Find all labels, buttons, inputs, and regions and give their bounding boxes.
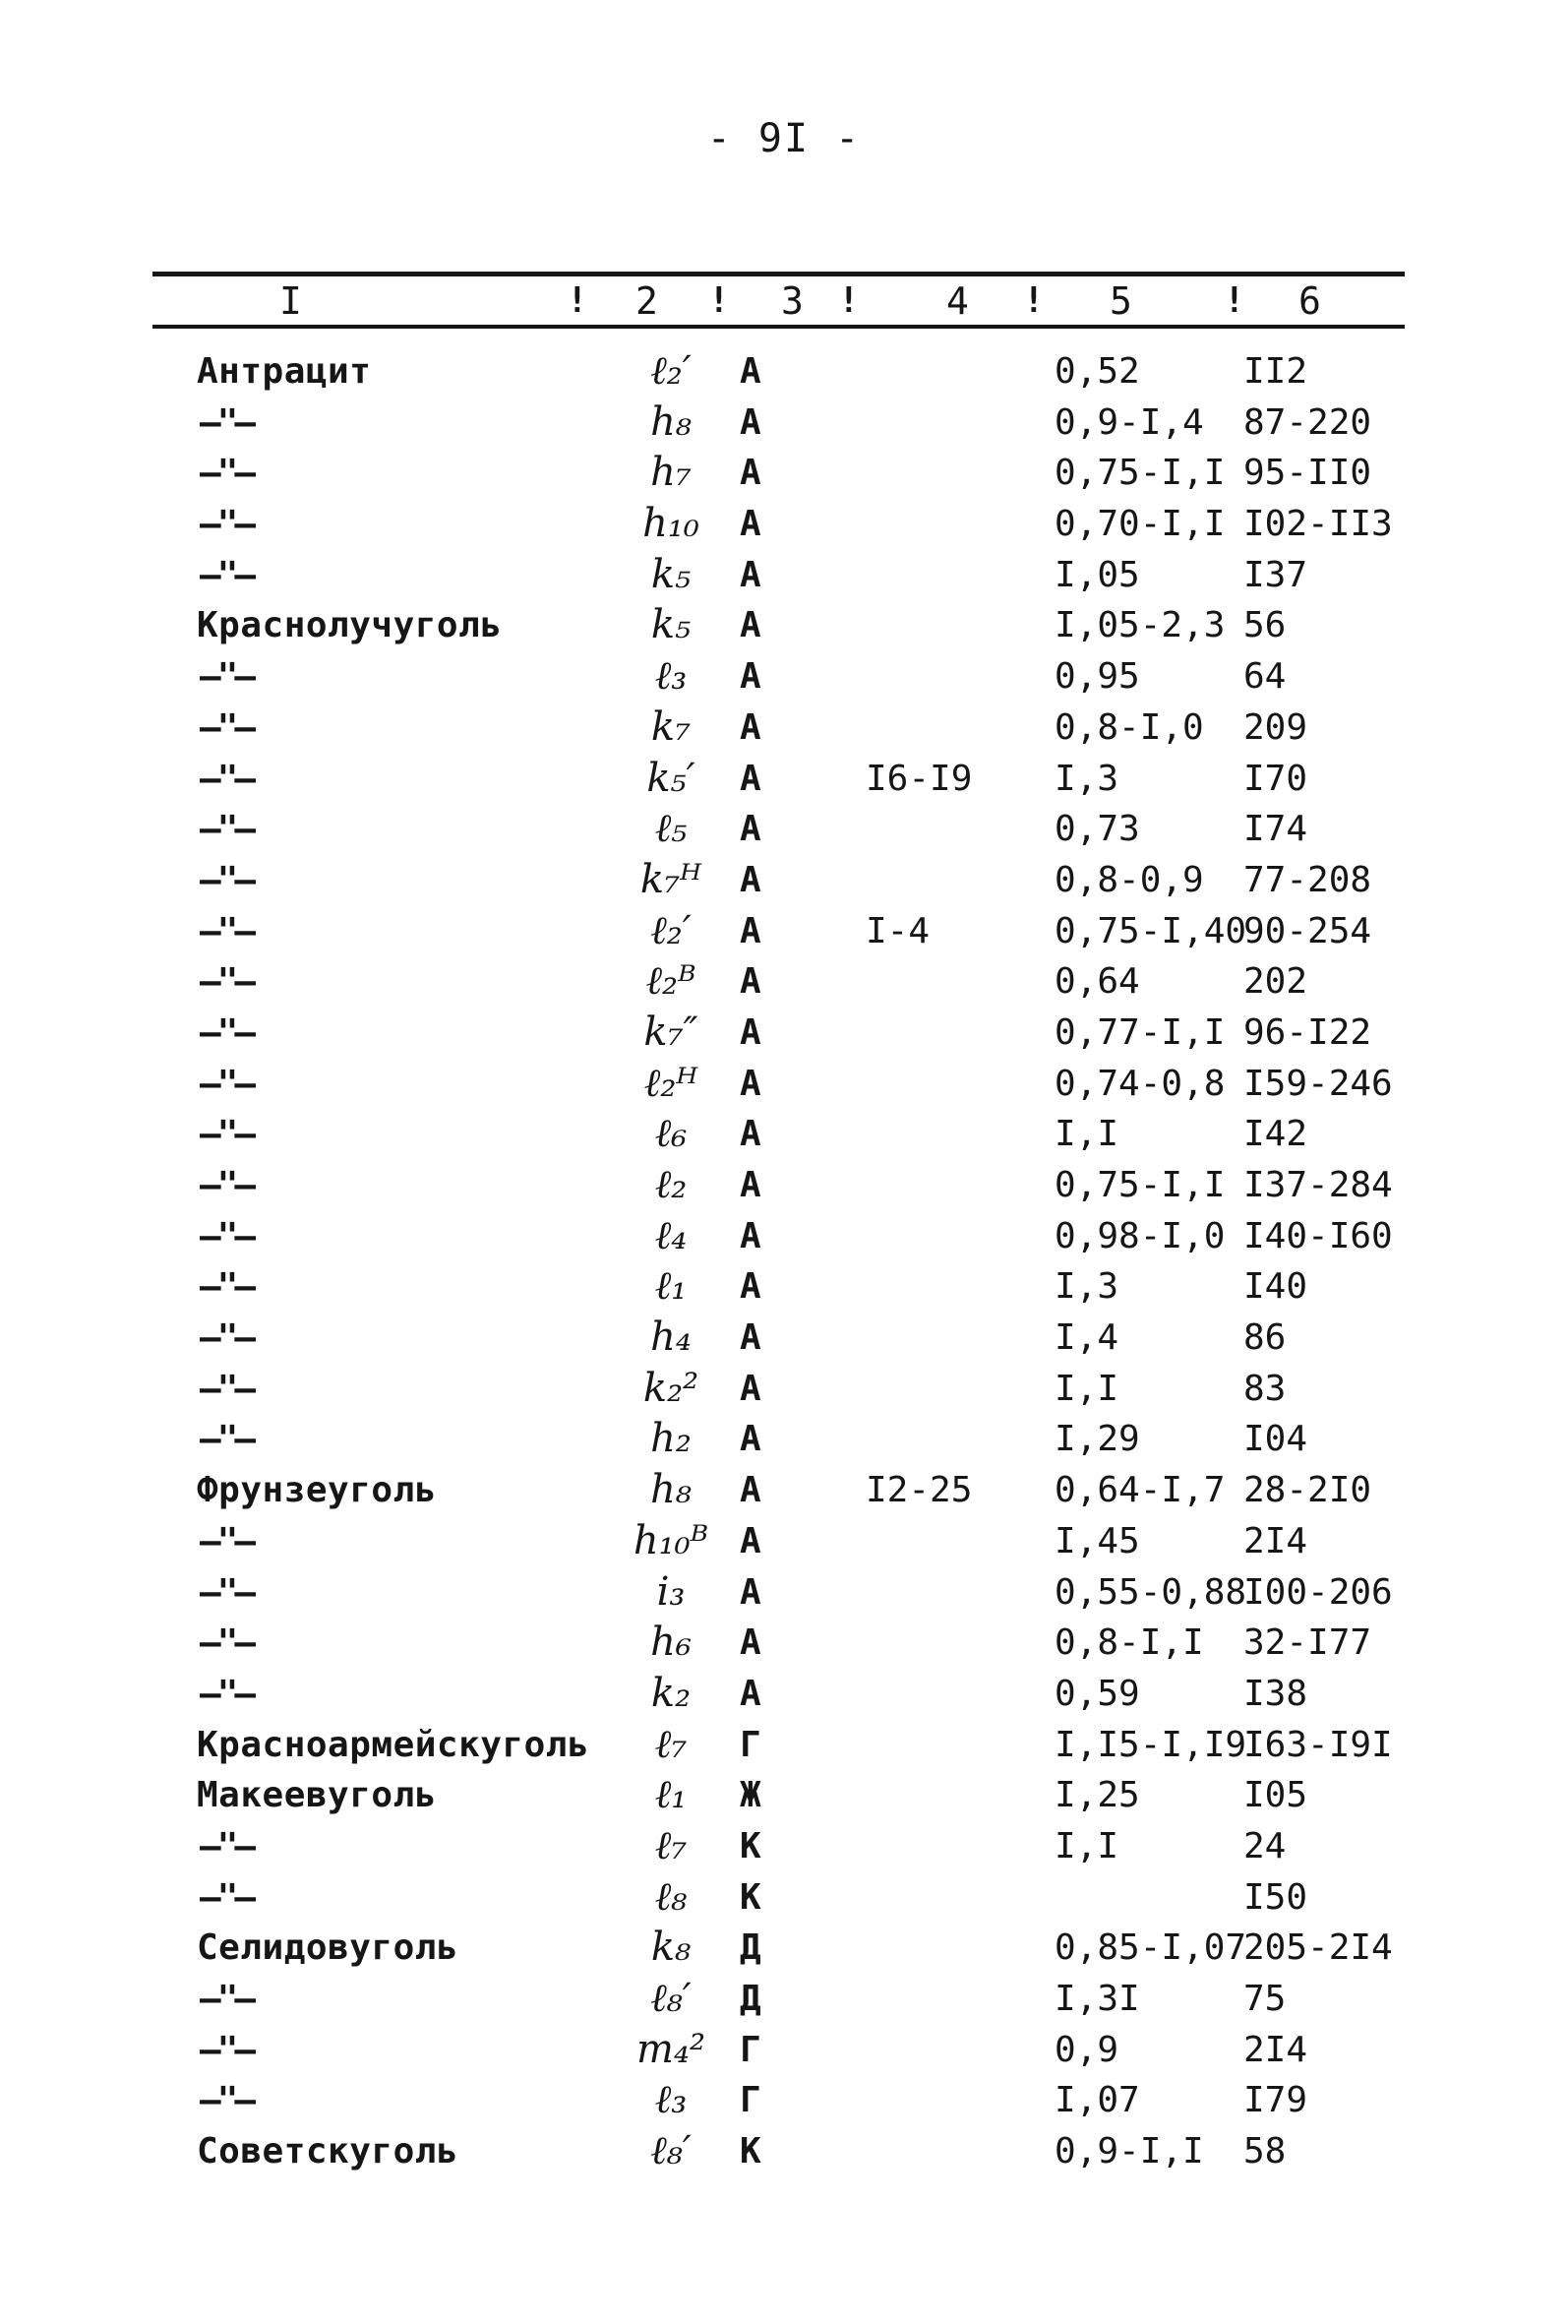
seam-index-cell: h₆ xyxy=(650,1620,692,1666)
coal-grade-cell: Г xyxy=(740,1724,761,1765)
seam-index-cell: ℓ₂ᴴ xyxy=(643,1060,698,1106)
seam-index-cell: k₇ᴴ xyxy=(639,856,702,902)
mine-name-cell: –"– xyxy=(200,1317,253,1359)
mine-name-cell: –"– xyxy=(200,1063,253,1104)
coal-grade-cell: А xyxy=(740,758,761,799)
reference-range-cell: 202 xyxy=(1243,961,1308,1003)
table-row xyxy=(0,956,1568,1008)
depth-range-cell: I-4 xyxy=(866,910,931,951)
coal-grade-cell: А xyxy=(740,1165,761,1205)
coal-grade-cell: А xyxy=(740,910,761,951)
coal-grade-cell: А xyxy=(740,1114,761,1155)
mine-name-cell: –"– xyxy=(200,453,253,494)
mine-name-cell: –"– xyxy=(200,656,253,698)
mine-name-cell: –"– xyxy=(200,1368,253,1409)
value-range-cell: 0,75-I,I xyxy=(1055,1165,1226,1205)
value-range-cell: 0,8-I,0 xyxy=(1055,706,1204,748)
value-range-cell: 0,8-0,9 xyxy=(1055,859,1204,900)
seam-index-cell: ℓ₇ xyxy=(654,1822,688,1868)
value-range-cell: I,I xyxy=(1055,1114,1119,1155)
table-row xyxy=(0,1872,1568,1924)
table-row xyxy=(0,550,1568,601)
mine-name-cell: –"– xyxy=(200,1979,253,2019)
table-row xyxy=(0,1261,1568,1313)
coal-grade-cell: А xyxy=(740,961,761,1003)
seam-index-cell: k₇ xyxy=(650,703,692,750)
value-range-cell: I,3I xyxy=(1055,1979,1140,2019)
mine-name-cell: –"– xyxy=(200,758,253,799)
seam-index-cell: h₁₀ xyxy=(642,501,699,547)
depth-range-cell: I2-25 xyxy=(866,1470,973,1511)
coal-grade-cell: А xyxy=(740,1470,761,1511)
seam-index-cell: ℓ₇ xyxy=(654,1721,688,1767)
seam-index-cell: ℓ₂′ xyxy=(650,907,692,953)
value-range-cell: 0,85-I,07 xyxy=(1055,1927,1247,1969)
value-range-cell: 0,59 xyxy=(1055,1673,1140,1714)
value-range-cell: 0,55-0,88 xyxy=(1055,1571,1247,1613)
reference-range-cell: 90-254 xyxy=(1243,910,1372,951)
mine-name-cell: –"– xyxy=(200,554,253,595)
coal-grade-cell: А xyxy=(740,351,761,392)
mine-name-cell: –"– xyxy=(200,1520,253,1561)
reference-range-cell: 2I4 xyxy=(1243,1520,1308,1561)
seam-index-cell: h₈ xyxy=(650,398,692,445)
value-range-cell: I,05-2,3 xyxy=(1055,605,1226,646)
table-row xyxy=(0,2126,1568,2177)
table-header-rule xyxy=(152,325,1405,329)
coal-grade-cell: А xyxy=(740,1215,761,1256)
value-range-cell: 0,9-I,4 xyxy=(1055,401,1204,443)
seam-index-cell: h₇ xyxy=(650,450,692,496)
coal-grade-cell: А xyxy=(740,504,761,545)
seam-index-cell: ℓ₈′ xyxy=(650,2128,692,2174)
coal-grade-cell: А xyxy=(740,859,761,900)
reference-range-cell: 32-I77 xyxy=(1243,1622,1372,1664)
seam-index-cell: ℓ₈′ xyxy=(650,1976,692,2021)
coal-grade-cell: К xyxy=(740,2131,761,2172)
table-row xyxy=(0,804,1568,855)
reference-range-cell: 77-208 xyxy=(1243,859,1372,900)
coal-grade-cell: Д xyxy=(740,1927,761,1969)
coal-grade-cell: К xyxy=(740,1825,761,1866)
seam-index-cell: k₅′ xyxy=(646,755,695,801)
table-row xyxy=(0,1008,1568,1059)
value-range-cell: I,3 xyxy=(1055,758,1119,799)
seam-index-cell: k₂ xyxy=(650,1670,692,1716)
reference-range-cell: 96-I22 xyxy=(1243,1011,1372,1053)
table-body xyxy=(0,346,1568,2177)
mine-name-cell: –"– xyxy=(200,1011,253,1053)
page-number: - 9I - xyxy=(706,116,862,161)
reference-range-cell: II2 xyxy=(1243,351,1308,392)
value-range-cell: I,29 xyxy=(1055,1419,1140,1460)
value-range-cell: I,07 xyxy=(1055,2080,1140,2121)
mine-name-cell: Макеевуголь xyxy=(197,1775,437,1816)
mine-name-cell: –"– xyxy=(200,961,253,1003)
coal-grade-cell: А xyxy=(740,605,761,646)
table-row xyxy=(0,1516,1568,1567)
value-range-cell: 0,8-I,I xyxy=(1055,1622,1204,1664)
mine-name-cell: –"– xyxy=(200,910,253,951)
seam-index-cell: ℓ₄ xyxy=(654,1212,688,1258)
coal-grade-cell: А xyxy=(740,1317,761,1359)
table-row xyxy=(0,499,1568,550)
seam-index-cell: k₂² xyxy=(642,1365,699,1411)
reference-range-cell: 28-2I0 xyxy=(1243,1470,1372,1511)
reference-range-cell: I70 xyxy=(1243,758,1308,799)
coal-grade-cell: А xyxy=(740,1673,761,1714)
table-row xyxy=(0,1465,1568,1516)
reference-range-cell: I59-246 xyxy=(1243,1063,1393,1104)
seam-index-cell: ℓ₆ xyxy=(654,1111,688,1157)
value-range-cell: I,45 xyxy=(1055,1520,1140,1561)
table-row xyxy=(0,855,1568,906)
mine-name-cell: –"– xyxy=(200,504,253,545)
reference-range-cell: I37-284 xyxy=(1243,1165,1393,1205)
reference-range-cell: I02-II3 xyxy=(1243,504,1393,545)
seam-index-cell: i₃ xyxy=(656,1568,686,1615)
header-col-3: 3 xyxy=(781,279,804,323)
reference-range-cell: 75 xyxy=(1243,1979,1287,2019)
table-row xyxy=(0,2025,1568,2076)
mine-name-cell: Антрацит xyxy=(197,351,372,392)
reference-range-cell: 58 xyxy=(1243,2131,1287,2172)
seam-index-cell: ℓ₈ xyxy=(654,1873,688,1920)
mine-name-cell: –"– xyxy=(200,1571,253,1613)
value-range-cell: I,I xyxy=(1055,1368,1119,1409)
coal-grade-cell: А xyxy=(740,1571,761,1613)
table-row xyxy=(0,1414,1568,1465)
mine-name-cell: –"– xyxy=(200,859,253,900)
mine-name-cell: –"– xyxy=(200,1165,253,1205)
mine-name-cell: –"– xyxy=(200,2080,253,2121)
header-separator: ! xyxy=(1224,280,1245,321)
seam-index-cell: ℓ₂ xyxy=(654,1162,688,1207)
value-range-cell: 0,75-I,40 xyxy=(1055,910,1247,951)
coal-grade-cell: А xyxy=(740,1520,761,1561)
coal-grade-cell: А xyxy=(740,554,761,595)
mine-name-cell: –"– xyxy=(200,1215,253,1256)
reference-range-cell: I40-I60 xyxy=(1243,1215,1393,1256)
mine-name-cell: Фрунзеуголь xyxy=(197,1470,437,1511)
mine-name-cell: –"– xyxy=(200,401,253,443)
coal-grade-cell: А xyxy=(740,1419,761,1460)
seam-index-cell: k₅ xyxy=(650,551,692,597)
seam-index-cell: ℓ₁ xyxy=(654,1772,688,1818)
mine-name-cell: Красноармейскуголь xyxy=(197,1724,590,1765)
seam-index-cell: k₇″ xyxy=(643,1009,698,1055)
reference-range-cell: 209 xyxy=(1243,706,1308,748)
reference-range-cell: 2I4 xyxy=(1243,2029,1308,2070)
reference-range-cell: 56 xyxy=(1243,605,1287,646)
seam-index-cell: k₅ xyxy=(650,602,692,648)
table-row xyxy=(0,2075,1568,2126)
reference-range-cell: I37 xyxy=(1243,554,1308,595)
coal-grade-cell: А xyxy=(740,1368,761,1409)
seam-index-cell: ℓ₁ xyxy=(654,1263,688,1310)
mine-name-cell: –"– xyxy=(200,2029,253,2070)
reference-range-cell: 86 xyxy=(1243,1317,1287,1359)
table-row xyxy=(0,346,1568,398)
coal-grade-cell: А xyxy=(740,706,761,748)
mine-name-cell: Краснолучуголь xyxy=(197,605,503,646)
table-row xyxy=(0,1974,1568,2025)
reference-range-cell: I63-I9I xyxy=(1243,1724,1393,1765)
mine-name-cell: –"– xyxy=(200,1419,253,1460)
seam-index-cell: k₈ xyxy=(650,1925,692,1971)
coal-grade-cell: Ж xyxy=(740,1775,761,1816)
mine-name-cell: –"– xyxy=(200,1876,253,1918)
mine-name-cell: Советскуголь xyxy=(197,2131,459,2172)
table-row xyxy=(0,754,1568,805)
table-row xyxy=(0,398,1568,449)
table-row xyxy=(0,1567,1568,1619)
table-row xyxy=(0,1364,1568,1415)
reference-range-cell: I74 xyxy=(1243,809,1308,850)
coal-grade-cell: Г xyxy=(740,2029,761,2070)
mine-name-cell: –"– xyxy=(200,706,253,748)
reference-range-cell: 24 xyxy=(1243,1825,1287,1866)
header-separator: ! xyxy=(708,280,730,321)
reference-range-cell: 87-220 xyxy=(1243,401,1372,443)
value-range-cell: I,I xyxy=(1055,1825,1119,1866)
reference-range-cell: 95-II0 xyxy=(1243,453,1372,494)
seam-index-cell: ℓ₅ xyxy=(654,806,688,852)
value-range-cell: 0,9-I,I xyxy=(1055,2131,1204,2172)
mine-name-cell: –"– xyxy=(200,1622,253,1664)
table-row xyxy=(0,1720,1568,1771)
reference-range-cell: I79 xyxy=(1243,2080,1308,2121)
coal-grade-cell: А xyxy=(740,401,761,443)
coal-grade-cell: А xyxy=(740,1063,761,1104)
seam-index-cell: m₄² xyxy=(636,2026,705,2072)
coal-grade-cell: Г xyxy=(740,2080,761,2121)
header-separator: ! xyxy=(838,280,860,321)
header-separator: ! xyxy=(1023,280,1045,321)
reference-range-cell: I42 xyxy=(1243,1114,1308,1155)
table-row xyxy=(0,1821,1568,1872)
value-range-cell: I,3 xyxy=(1055,1266,1119,1308)
coal-grade-cell: К xyxy=(740,1876,761,1918)
value-range-cell: 0,73 xyxy=(1055,809,1140,850)
reference-range-cell: 64 xyxy=(1243,656,1287,698)
header-col-4: 4 xyxy=(946,279,969,323)
coal-grade-cell: А xyxy=(740,1011,761,1053)
table-row xyxy=(0,1211,1568,1262)
seam-index-cell: h₁₀ᴮ xyxy=(633,1517,709,1563)
seam-index-cell: h₄ xyxy=(650,1315,692,1361)
value-range-cell: 0,75-I,I xyxy=(1055,453,1226,494)
value-range-cell: I,I5-I,I9 xyxy=(1055,1724,1247,1765)
reference-range-cell: I40 xyxy=(1243,1266,1308,1308)
reference-range-cell: I00-206 xyxy=(1243,1571,1393,1613)
mine-name-cell: –"– xyxy=(200,1266,253,1308)
reference-range-cell: 205-2I4 xyxy=(1243,1927,1393,1969)
value-range-cell: 0,77-I,I xyxy=(1055,1011,1226,1053)
value-range-cell: 0,64 xyxy=(1055,961,1140,1003)
value-range-cell: 0,74-0,8 xyxy=(1055,1063,1226,1104)
seam-index-cell: ℓ₃ xyxy=(654,653,688,700)
mine-name-cell: –"– xyxy=(200,1673,253,1714)
header-col-5: 5 xyxy=(1110,279,1132,323)
mine-name-cell: Селидовуголь xyxy=(197,1927,459,1969)
table-row xyxy=(0,1618,1568,1669)
value-range-cell: 0,98-I,0 xyxy=(1055,1215,1226,1256)
table-row xyxy=(0,1109,1568,1160)
seam-index-cell: h₂ xyxy=(650,1416,692,1462)
coal-grade-cell: А xyxy=(740,656,761,698)
mine-name-cell: –"– xyxy=(200,1825,253,1866)
value-range-cell: 0,52 xyxy=(1055,351,1140,392)
reference-range-cell: I50 xyxy=(1243,1876,1308,1918)
table-row xyxy=(0,651,1568,703)
value-range-cell: I,05 xyxy=(1055,554,1140,595)
value-range-cell: 0,64-I,7 xyxy=(1055,1470,1226,1511)
table-row xyxy=(0,1669,1568,1720)
table-row xyxy=(0,703,1568,754)
table-top-rule xyxy=(152,272,1405,276)
value-range-cell: I,25 xyxy=(1055,1775,1140,1816)
reference-range-cell: I05 xyxy=(1243,1775,1308,1816)
depth-range-cell: I6-I9 xyxy=(866,758,973,799)
table-row xyxy=(0,1160,1568,1211)
coal-grade-cell: А xyxy=(740,1266,761,1308)
value-range-cell: 0,70-I,I xyxy=(1055,504,1226,545)
header-col-2: 2 xyxy=(635,279,658,323)
mine-name-cell: –"– xyxy=(200,1114,253,1155)
seam-index-cell: ℓ₃ xyxy=(654,2077,688,2123)
seam-index-cell: ℓ₂′ xyxy=(650,348,692,394)
seam-index-cell: ℓ₂ᴮ xyxy=(645,958,696,1005)
table-row xyxy=(0,600,1568,651)
table-row xyxy=(0,1770,1568,1821)
table-row xyxy=(0,906,1568,957)
table-row xyxy=(0,1059,1568,1110)
table-row xyxy=(0,1313,1568,1364)
mine-name-cell: –"– xyxy=(200,809,253,850)
reference-range-cell: 83 xyxy=(1243,1368,1287,1409)
header-col-1: I xyxy=(279,279,302,323)
value-range-cell: 0,9 xyxy=(1055,2029,1119,2070)
value-range-cell: I,4 xyxy=(1055,1317,1119,1359)
coal-grade-cell: Д xyxy=(740,1979,761,2019)
reference-range-cell: I04 xyxy=(1243,1419,1308,1460)
seam-index-cell: h₈ xyxy=(650,1467,692,1513)
coal-grade-cell: А xyxy=(740,809,761,850)
coal-grade-cell: А xyxy=(740,453,761,494)
header-separator: ! xyxy=(567,280,588,321)
reference-range-cell: I38 xyxy=(1243,1673,1308,1714)
header-col-6: 6 xyxy=(1298,279,1321,323)
coal-grade-cell: А xyxy=(740,1622,761,1664)
value-range-cell: 0,95 xyxy=(1055,656,1140,698)
table-row xyxy=(0,1923,1568,1974)
table-row xyxy=(0,448,1568,499)
